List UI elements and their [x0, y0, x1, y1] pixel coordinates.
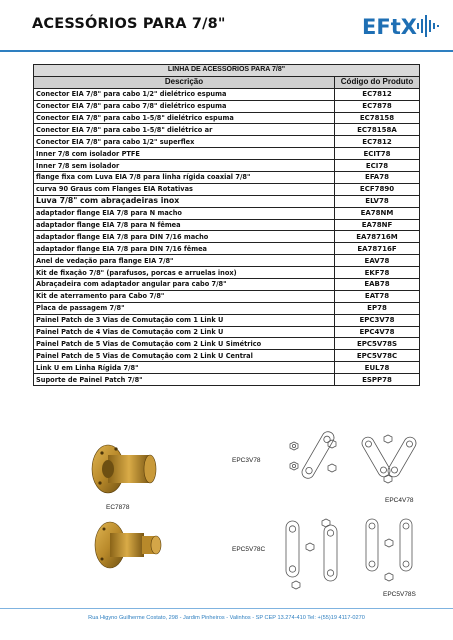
row-description: adaptador flange EIA 7/8 para N fêmea — [34, 219, 335, 231]
table-row — [34, 243, 420, 255]
row-product-code: EPC5V78C — [335, 350, 420, 362]
row-description: Kit de fixação 7/8" (parafusos, porcas e arruelas inox) — [34, 267, 335, 279]
table-row — [34, 183, 420, 195]
row-description: Suporte de Painel Patch 7/8" — [34, 374, 335, 386]
row-description: Painel Patch de 5 Vias de Comutação com 2 Link U Simétrico — [34, 338, 335, 350]
row-description: Inner 7/8 com isolador PTFE — [34, 148, 335, 160]
product-figures — [0, 415, 453, 605]
row-product-code: ELV78 — [335, 195, 420, 207]
row-product-code: EAT78 — [335, 290, 420, 302]
label-epc5v78s: EPC5V78S — [383, 591, 416, 598]
epc5v78c-panel-drawing — [272, 515, 354, 595]
row-description: Inner 7/8 sem isolador — [34, 160, 335, 172]
row-product-code: EKF78 — [335, 267, 420, 279]
accessories-table — [33, 64, 419, 386]
row-product-code: ECIT78 — [335, 148, 420, 160]
table-row — [34, 124, 420, 136]
row-product-code: EC7812 — [335, 136, 420, 148]
table-row — [34, 314, 420, 326]
ec7878-connector-image — [80, 435, 190, 585]
row-description: Conector EIA 7/8" para cabo 1/2" dielétrico espuma — [34, 88, 335, 100]
row-product-code: EUL78 — [335, 362, 420, 374]
column-header-description: Descrição — [34, 76, 335, 88]
row-product-code: EA78NM — [335, 207, 420, 219]
row-description: Painel Patch de 3 Vias de Comutação com 1 Link U — [34, 314, 335, 326]
table-row — [34, 362, 420, 374]
row-description: Placa de passagem 7/8" — [34, 302, 335, 314]
row-description: adaptador flange EIA 7/8 para DIN 7/16 macho — [34, 231, 335, 243]
table-row — [34, 207, 420, 219]
table-row — [34, 374, 420, 386]
row-product-code: EC78158A — [335, 124, 420, 136]
table-row — [34, 136, 420, 148]
table-row — [34, 160, 420, 172]
table-row — [34, 338, 420, 350]
logo-text: EFtX — [362, 15, 417, 39]
table-row — [34, 302, 420, 314]
label-epc4v78: EPC4V78 — [385, 497, 414, 504]
row-product-code: EPC4V78 — [335, 326, 420, 338]
column-header-code: Código do Produto — [335, 76, 420, 88]
epc3v78-panel-drawing — [270, 420, 360, 490]
row-description: Painel Patch de 4 Vias de Comutação com 2 Link U — [34, 326, 335, 338]
row-product-code: EC78158 — [335, 112, 420, 124]
page-title: ACESSÓRIOS PARA 7/8" — [32, 16, 226, 32]
connector-lower — [95, 522, 161, 568]
table-row — [34, 100, 420, 112]
label-epc5v78c: EPC5V78C — [232, 546, 266, 553]
row-product-code: EC7812 — [335, 88, 420, 100]
row-product-code: ECI78 — [335, 160, 420, 172]
label-epc3v78: EPC3V78 — [232, 457, 261, 464]
table-row — [34, 231, 420, 243]
row-description: adaptador flange EIA 7/8 para DIN 7/16 fêmea — [34, 243, 335, 255]
signal-bars-icon — [417, 15, 439, 37]
table-row — [34, 195, 420, 207]
table-row — [34, 279, 420, 291]
row-description: Luva 7/8" com abraçadeiras inox — [34, 195, 335, 207]
row-product-code: EFA78 — [335, 172, 420, 184]
page-header — [0, 0, 453, 50]
table-title: LINHA DE ACESSÓRIOS PARA 7/8" — [34, 65, 420, 77]
connector-upper — [92, 445, 156, 493]
row-description: Conector EIA 7/8" para cabo 7/8" dielétrico espuma — [34, 100, 335, 112]
table-row — [34, 148, 420, 160]
footer-address: Rua Higyno Guilherme Costato, 298 - Jardim Pinheiros - Valinhos - SP CEP 13.274-410 Tel: +(55)19 4117-0270 — [88, 615, 365, 621]
row-description: Link U em Linha Rígida 7/8" — [34, 362, 335, 374]
table-body — [34, 88, 420, 385]
row-product-code: EAB78 — [335, 279, 420, 291]
row-description: Conector EIA 7/8" para cabo 1-5/8" dielétrico espuma — [34, 112, 335, 124]
table-row — [34, 88, 420, 100]
header-divider — [0, 50, 453, 52]
row-product-code: ESPP78 — [335, 374, 420, 386]
row-product-code: ECF7890 — [335, 183, 420, 195]
row-product-code: EAV78 — [335, 255, 420, 267]
row-product-code: EA78NF — [335, 219, 420, 231]
table-row — [34, 290, 420, 302]
table-row — [34, 112, 420, 124]
epc5v78s-panel-drawing — [360, 513, 420, 585]
row-description: Kit de aterramento para Cabo 7/8" — [34, 290, 335, 302]
row-description: curva 90 Graus com Flanges EIA Rotativas — [34, 183, 335, 195]
eftx-logo — [362, 12, 442, 40]
row-description: flange fixa com Luva EIA 7/8 para linha rígida coaxial 7/8" — [34, 172, 335, 184]
row-product-code: EPC5V78S — [335, 338, 420, 350]
row-description: Conector EIA 7/8" para cabo 1/2" superflex — [34, 136, 335, 148]
row-product-code: EPC3V78 — [335, 314, 420, 326]
row-product-code: EP78 — [335, 302, 420, 314]
row-product-code: EA78716M — [335, 231, 420, 243]
row-description: adaptador flange EIA 7/8 para N macho — [34, 207, 335, 219]
table-row — [34, 326, 420, 338]
row-description: Anel de vedação para flange EIA 7/8" — [34, 255, 335, 267]
row-description: Painel Patch de 5 Vias de Comutação com 2 Link U Central — [34, 350, 335, 362]
table-row — [34, 172, 420, 184]
row-product-code: EC7878 — [335, 100, 420, 112]
row-description: Conector EIA 7/8" para cabo 1-5/8" dielétrico ar — [34, 124, 335, 136]
label-ec7878: EC7878 — [106, 504, 130, 511]
table-row — [34, 267, 420, 279]
table-row — [34, 255, 420, 267]
row-product-code: EA78716F — [335, 243, 420, 255]
port-icon — [290, 442, 298, 450]
table-row — [34, 350, 420, 362]
row-description: Abraçadeira com adaptador angular para cabo 7/8" — [34, 279, 335, 291]
epc4v78-panel-drawing — [360, 425, 420, 497]
table-row — [34, 219, 420, 231]
footer-divider — [0, 608, 453, 609]
